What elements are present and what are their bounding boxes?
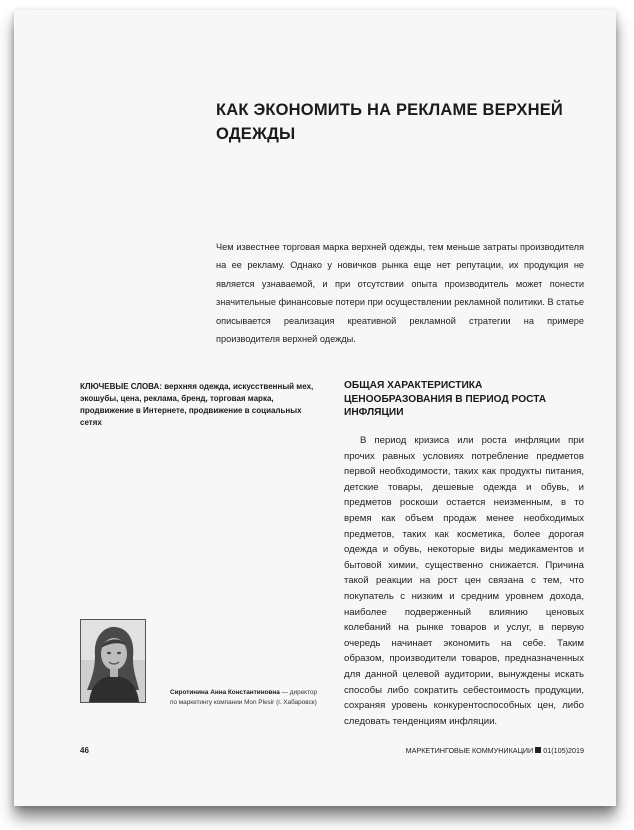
keywords-label: КЛЮЧЕВЫЕ СЛОВА: bbox=[80, 382, 162, 391]
author-caption bbox=[170, 688, 320, 707]
article-title: КАК ЭКОНОМИТЬ НА РЕКЛАМЕ ВЕРХНЕЙ ОДЕЖДЫ bbox=[216, 101, 563, 143]
keywords-text: верхняя одежда, искусственный мех, экошубы, цена, реклама, бренд, торговая марка, продвижение в Интернете, продвижение в социальных сетях bbox=[80, 382, 314, 427]
journal-issue: 01(105)2019 bbox=[543, 746, 584, 755]
square-separator-icon bbox=[535, 747, 541, 753]
section-heading: ОБЩАЯ ХАРАКТЕРИСТИКА ЦЕНООБРАЗОВАНИЯ В ПЕРИОД РОСТА ИНФЛЯЦИИ bbox=[344, 380, 547, 418]
author-photo bbox=[80, 619, 146, 703]
journal-name: МАРКЕТИНГОВЫЕ КОММУНИКАЦИИ bbox=[405, 746, 534, 755]
keywords-block bbox=[80, 381, 320, 429]
author-description: — директор по маркетингу компании Mon Plesir (г. Хабаровск) bbox=[170, 689, 318, 706]
section-body: В период кризиса или роста инфляции при прочих равных условиях потребление предметов первой необходимости, таких как продукты питания, детские товары, дешевые одежда и обувь, и предметов роскоши остается неизменным, в то время как объем продаж менее необходимых предметов, таких как косметика, более дорогая одежда и обувь, некоторые виды медикаментов и бытовой химии, существенно снижается. Причина такой реакции на рост цен связана с тем, что покупатель с низким и средним уровнем дохода, наиболее подверженный влиянию ценовых колебаний на рынке товаров и услуг, в первую очередь начинает экономить на себе. Таким образом, производители товаров, предназначенных для данной целевой аудитории, вынуждены искать способы либо сократить себестоимость продукции, сохраняя уровень конкурентоспособных цен, либо следовать тенденциям инфляции. bbox=[344, 435, 584, 727]
footer-journal-info bbox=[406, 746, 584, 755]
article-lead: Чем известнее торговая марка верхней одежды, тем меньше затраты производителя на ее рекламу. Однако у новичков рынка еще нет репутации, их продукция не является узнаваемой, и при отсутствии опыта производитель может понести значительные финансовые потери при осуществлении рекламной политики. В статье описывается реализация креативной рекламной стратегии на примере производителя верхней одежды. bbox=[216, 242, 584, 345]
author-portrait-image bbox=[81, 620, 145, 702]
page-number: 46 bbox=[80, 746, 89, 755]
author-name: Сиротинина Анна Константиновна bbox=[170, 689, 280, 696]
